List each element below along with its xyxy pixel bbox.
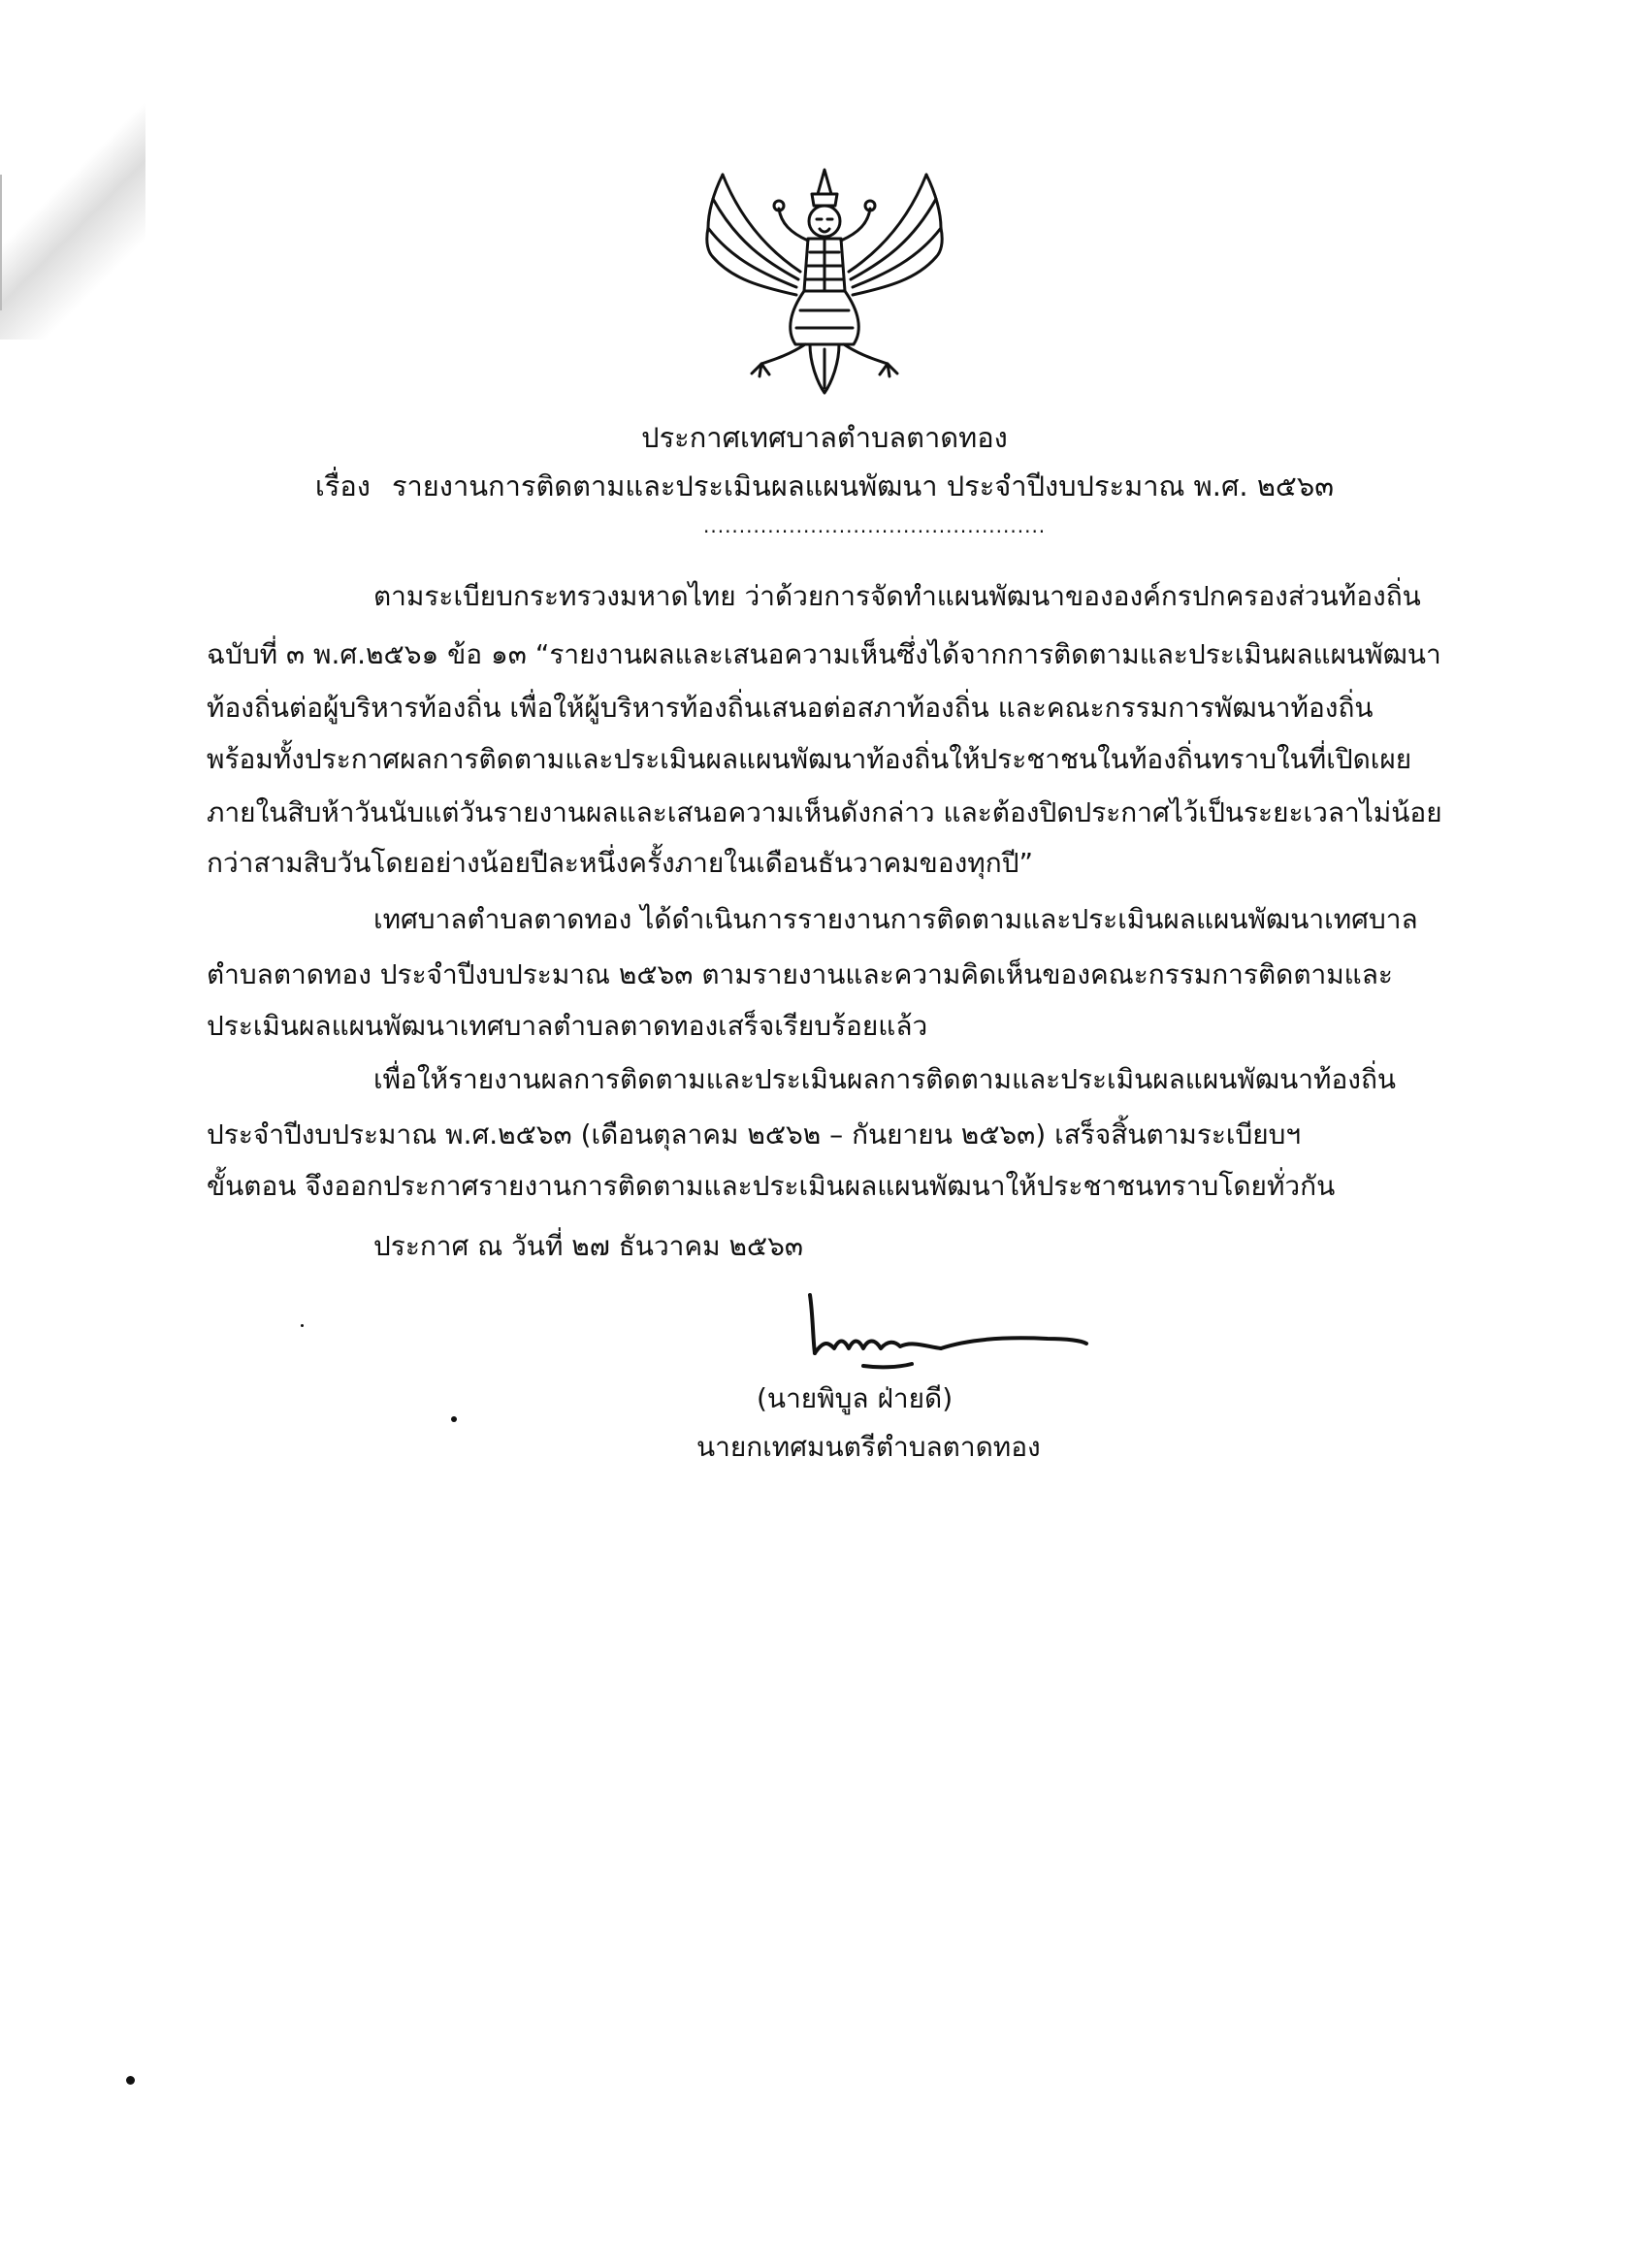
- announcement-title: ประกาศเทศบาลตำบลตาดทอง: [641, 421, 1008, 454]
- announcement-date: ประกาศ ณ วันที่ ๒๗ ธันวาคม ๒๕๖๓: [373, 1230, 804, 1262]
- paragraph2-line3: ประเมินผลแผนพัฒนาเทศบาลตำบลตาดทองเสร็จเรียบร้อยแล้ว: [207, 1010, 928, 1042]
- paragraph1-line6: กว่าสามสิบวันโดยอย่างน้อยปีละหนึ่งครั้งภายในเดือนธันวาคมของทุกปี”: [207, 847, 1033, 879]
- paragraph1-line5: ภายในสิบห้าวันนับแต่วันรายงานผลและเสนอความเห็นดังกล่าว และต้องปิดประกาศไว้เป็นระยะเวลาไม่น้อย: [207, 796, 1442, 828]
- paragraph3-line1: เพื่อให้รายงานผลการติดตามและประเมินผลการติดตามและประเมินผลแผนพัฒนาท้องถิ่น: [373, 1063, 1397, 1095]
- paragraph3-line3: ขั้นตอน จึงออกประกาศรายงานการติดตามและประเมินผลแผนพัฒนาให้ประชาชนทราบโดยทั่วกัน: [207, 1170, 1336, 1202]
- subject-label: เรื่อง: [314, 470, 371, 502]
- garuda-emblem-icon: [684, 155, 965, 398]
- title-divider: ................................................: [703, 514, 1047, 537]
- paragraph1-line2: ฉบับที่ ๓ พ.ศ.๒๕๖๑ ข้อ ๑๓ “รายงานผลและเสนอความเห็นซึ่งได้จากการติดตามและประเมินผลแผนพัฒนา: [207, 638, 1441, 670]
- subject-text: รายงานการติดตามและประเมินผลแผนพัฒนา ประจำปีงบประมาณ พ.ศ. ๒๕๖๓: [391, 470, 1335, 502]
- scan-edge-line: [0, 175, 2, 310]
- scan-corner-shadow: [0, 87, 146, 340]
- scan-speck: [126, 2076, 135, 2085]
- scan-speck: [451, 1416, 457, 1422]
- paragraph1-line1: ตามระเบียบกระทรวงมหาดไทย ว่าด้วยการจัดทำแผนพัฒนาขององค์กรปกครองส่วนท้องถิ่น: [373, 580, 1421, 612]
- paragraph1-line3: ท้องถิ่นต่อผู้บริหารท้องถิ่น เพื่อให้ผู้บริหารท้องถิ่นเสนอต่อสภาท้องถิ่น และคณะกรรมการพัฒนาท้องถิ่น: [207, 692, 1374, 724]
- signature-scribble: [805, 1271, 1096, 1377]
- paragraph2-line2: ตำบลตาดทอง ประจำปีงบประมาณ ๒๕๖๓ ตามรายงานและความคิดเห็นของคณะกรรมการติดตามและ: [207, 958, 1393, 990]
- paragraph3-line2: ประจำปีงบประมาณ พ.ศ.๒๕๖๓ (เดือนตุลาคม ๒๕๖๒ – กันยายน ๒๕๖๓) เสร็จสิ้นตามระเบียบฯ: [207, 1118, 1302, 1150]
- signer-name: (นายพิบูล ฝ่ายดี): [757, 1382, 954, 1414]
- signer-position: นายกเทศมนตรีตำบลตาดทอง: [696, 1431, 1041, 1463]
- scan-speck: [301, 1324, 304, 1327]
- paragraph1-line4: พร้อมทั้งประกาศผลการติดตามและประเมินผลแผนพัฒนาท้องถิ่นให้ประชาชนในท้องถิ่นทราบในที่เปิดเผย: [207, 743, 1412, 775]
- announcement-subject: [0, 464, 1649, 508]
- paragraph2-line1: เทศบาลตำบลตาดทอง ได้ดำเนินการรายงานการติดตามและประเมินผลแผนพัฒนาเทศบาล: [373, 903, 1418, 935]
